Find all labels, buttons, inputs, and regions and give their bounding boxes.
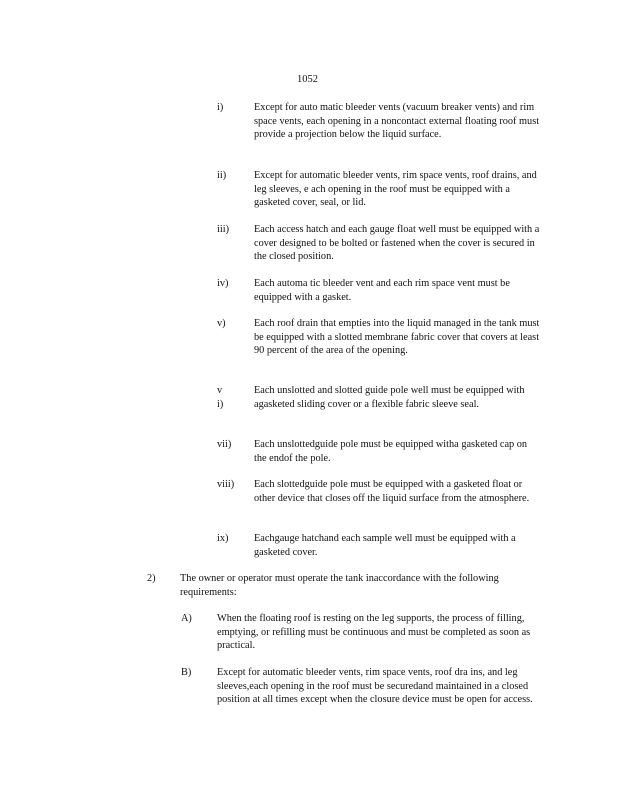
list-marker: iv): [217, 278, 229, 289]
list-marker: A): [181, 613, 192, 624]
list-marker: B): [181, 667, 192, 678]
list-marker: v i): [217, 385, 224, 410]
list-item-text: Except for auto matic bleeder vents (vacuum breaker vents) and rim space vents, each opening in a noncontact external floating roof must provide a projection below the liquid surface.: [254, 102, 540, 141]
list-item-text: Eachgauge hatchand each sample well must be equipped with a gasketed cover.: [254, 533, 516, 558]
list-item-text: Except for automatic bleeder vents, rim space vents, roof dra ins, and leg sleeves,each opening in the roof must be securedand maintained in a closed position at all times except when the closure device must be open for access.: [217, 667, 533, 706]
list-item-text: The owner or operator must operate the tank inaccordance with the following requirements:: [180, 573, 499, 598]
list-marker: viii): [217, 479, 235, 490]
list-item-text: Each slottedguide pole must be equipped with a gasketed float or other device that closes off the liquid surface from the atmosphere.: [254, 479, 530, 504]
list-item-text: Each unslotted and slotted guide pole well must be equipped with agasketed sliding cover or a flexible fabric sleeve seal.: [254, 385, 525, 410]
list-marker: ii): [217, 170, 227, 181]
list-item-text: Each unslottedguide pole must be equipped witha gasketed cap on the endof the pole.: [254, 439, 528, 464]
list-item-text: When the floating roof is resting on the leg supports, the process of filling, emptying, or refilling must be continuous and must be completed as soon as practical.: [217, 613, 531, 652]
list-item-text: Each access hatch and each gauge float well must be equipped with a cover designed to be bolted or fastened when the cover is secured in the closed position.: [254, 224, 540, 263]
list-item-text: Except for automatic bleeder vents, rim space vents, roof drains, and leg sleeves, e ach opening in the roof must be equipped with a gasketed cover, seal, or lid.: [254, 170, 537, 209]
list-item-text: Each roof drain that empties into the liquid managed in the tank must be equipped with a slotted membrane fabric cover that covers at least 90 percent of the area of the opening.: [254, 318, 540, 357]
list-marker: ix): [217, 533, 229, 544]
list-marker: v): [217, 318, 226, 329]
list-marker: 2): [147, 573, 156, 584]
list-marker: vii): [217, 439, 232, 450]
page-number: 1052: [297, 74, 318, 85]
list-marker: iii): [217, 224, 230, 235]
list-marker: i): [217, 102, 224, 113]
list-item-text: Each automa tic bleeder vent and each rim space vent must be equipped with a gasket.: [254, 278, 510, 303]
